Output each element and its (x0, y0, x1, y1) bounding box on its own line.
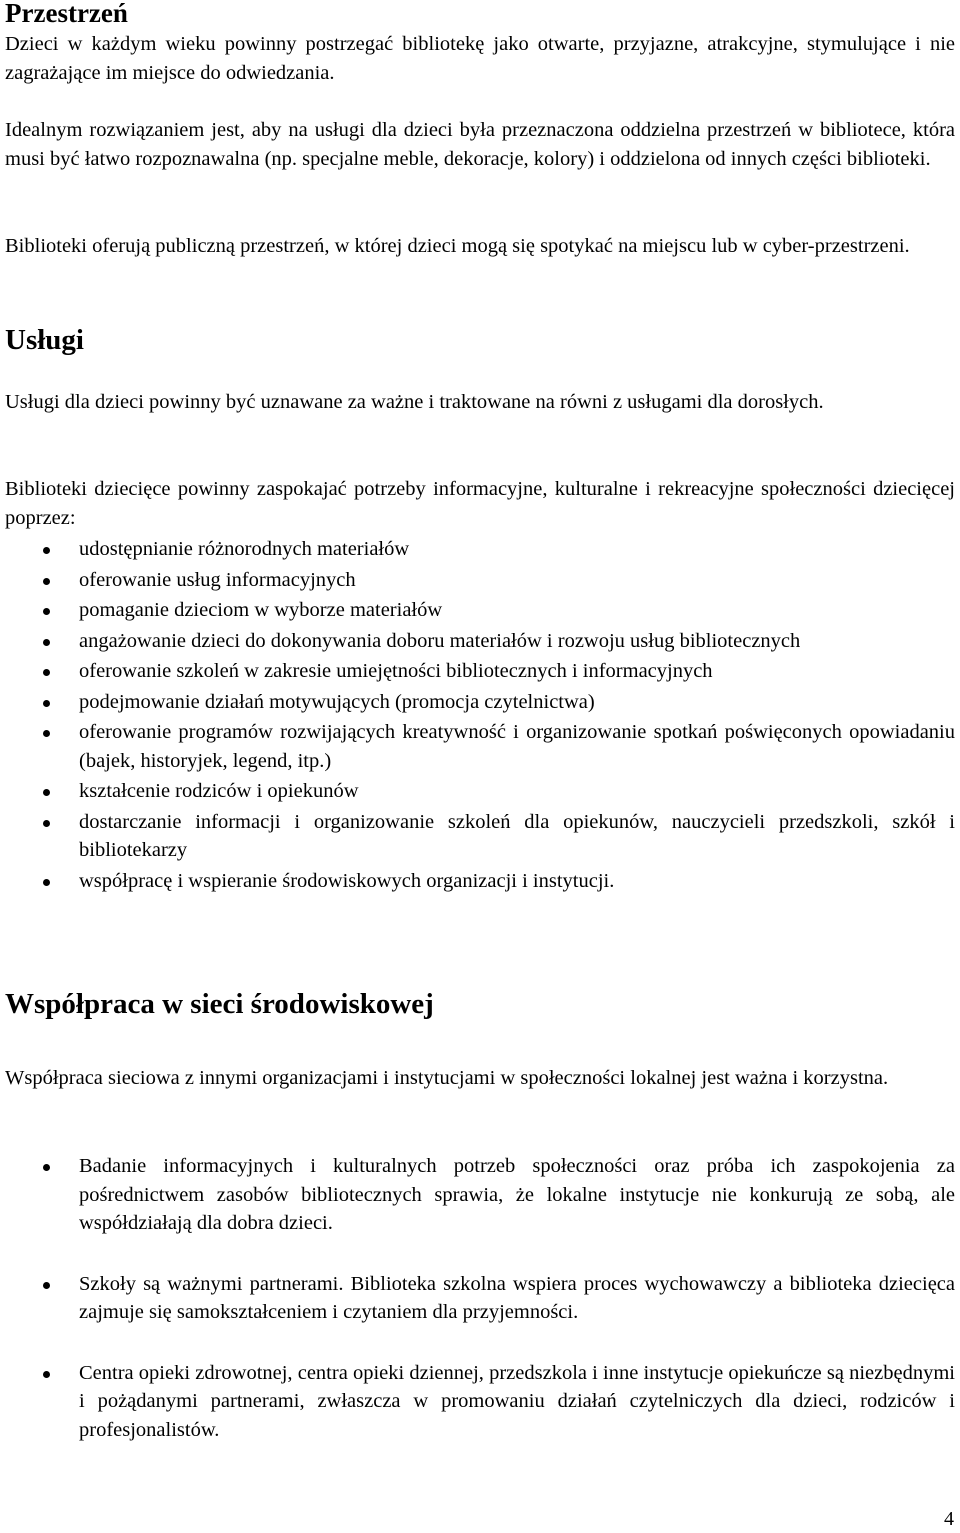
list-item: współpracę i wspieranie środowiskowych organizacji i instytucji. (5, 867, 955, 896)
bullet-icon (43, 1371, 50, 1378)
paragraph-przestrzen-2: Idealnym rozwiązaniem jest, aby na usługi dla dzieci była przeznaczona oddzielna przestrzeń w bibliotece, która musi być łatwo rozpoznawalna (np. specjalne meble, dekoracje, kolory) i oddzielona od innych części biblioteki. (5, 119, 955, 170)
list-item: dostarczanie informacji i organizowanie szkoleń dla opiekunów, nauczycieli przedszkoli, szkół i bibliotekarzy (5, 808, 955, 865)
list-item: kształcenie rodziców i opiekunów (5, 777, 955, 806)
heading-wspolpraca: Współpraca w sieci środowiskowej (5, 988, 434, 1020)
bullet-icon (43, 639, 50, 646)
bullet-icon (43, 669, 50, 676)
bullet-icon (43, 820, 50, 827)
bullet-icon (43, 879, 50, 886)
list-item: Szkoły są ważnymi partnerami. Biblioteka szkolna wspiera proces wychowawczy a biblioteka dziecięca zajmuje się samokształceniem i czytaniem dla przyjemności. (5, 1270, 955, 1327)
bullet-icon (43, 608, 50, 615)
paragraph-przestrzen-3: Biblioteki oferują publiczną przestrzeń, w której dzieci mogą się spotykać na miejscu lub w cyber-przestrzeni. (5, 235, 910, 257)
list-uslugi (5, 535, 955, 895)
list-item: angażowanie dzieci do dokonywania doboru materiałów i rozwoju usług bibliotecznych (5, 627, 955, 656)
bullet-icon (43, 1282, 50, 1289)
heading-uslugi: Usługi (5, 324, 84, 356)
heading-przestrzen: Przestrzeń (5, 0, 128, 28)
list-item: Centra opieki zdrowotnej, centra opieki dziennej, przedszkola i inne instytucje opiekuńcze są niezbędnymi i pożądanymi partnerami, zwłaszcza w promowaniu działań czytelniczych dla dzieci, rodziców i profesjonalistów. (5, 1359, 955, 1445)
bullet-icon (43, 789, 50, 796)
list-item: oferowanie programów rozwijających kreatywność i organizowanie spotkań poświęconych opowiadaniu (bajek, historyjek, legend, itp.) (5, 718, 955, 775)
list-item: oferowanie usług informacyjnych (5, 566, 955, 595)
list-item: oferowanie szkoleń w zakresie umiejętności bibliotecznych i informacyjnych (5, 657, 955, 686)
bullet-icon (43, 578, 50, 585)
list-item: podejmowanie działań motywujących (promocja czytelnictwa) (5, 688, 955, 717)
bullet-icon (43, 700, 50, 707)
paragraph-uslugi-2: Biblioteki dziecięce powinny zaspokajać potrzeby informacyjne, kulturalne i rekreacyjne społeczności dziecięcej poprzez: (5, 478, 955, 529)
list-wspolpraca (5, 1152, 955, 1444)
list-item: udostępnianie różnorodnych materiałów (5, 535, 955, 564)
paragraph-przestrzen-1: Dzieci w każdym wieku powinny postrzegać bibliotekę jako otwarte, przyjazne, atrakcyjne, stymulujące i nie zagrażające im miejsce do odwiedzania. (5, 33, 955, 84)
bullet-icon (43, 1164, 50, 1171)
page-number: 4 (944, 1508, 954, 1530)
list-item: pomaganie dzieciom w wyborze materiałów (5, 596, 955, 625)
bullet-icon (43, 547, 50, 554)
paragraph-uslugi-1: Usługi dla dzieci powinny być uznawane za ważne i traktowane na równi z usługami dla dorosłych. (5, 391, 824, 413)
list-item: Badanie informacyjnych i kulturalnych potrzeb społeczności oraz próba ich zaspokojenia za pośrednictwem zasobów bibliotecznych sprawia, że lokalne instytucje nie konkurują ze sobą, ale współdziałają dla dobra dzieci. (5, 1152, 955, 1238)
bullet-icon (43, 730, 50, 737)
paragraph-wspolpraca-1: Współpraca sieciowa z innymi organizacjami i instytucjami w społeczności lokalnej jest ważna i korzystna. (5, 1067, 889, 1089)
